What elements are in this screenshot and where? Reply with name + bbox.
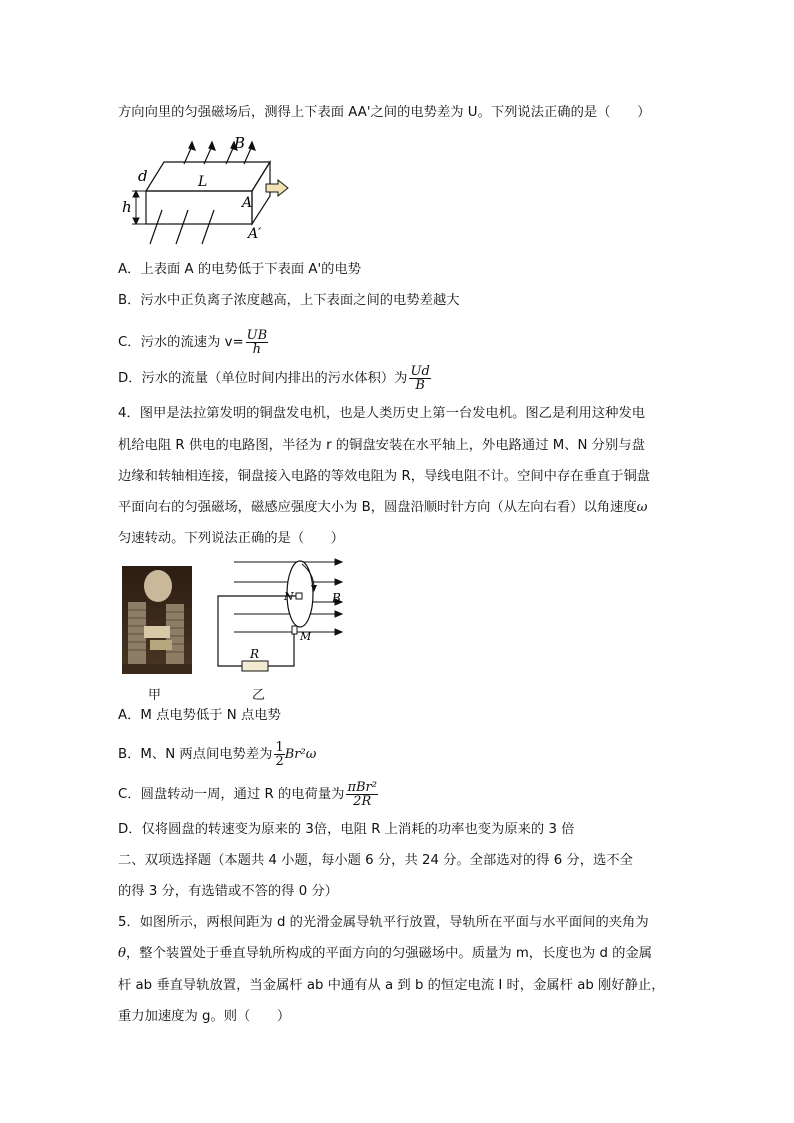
caption-jia: 甲 — [148, 688, 162, 703]
q3-option-c-fraction — [246, 329, 269, 356]
q4-option-d: D．仅将圆盘的转速变为原来的 3倍，电阻 R 上消耗的功率也变为原来的 3 倍 — [118, 822, 575, 837]
q4-stem-line-4 — [118, 498, 647, 518]
q4-stem-line-2: 机给电阻 R 供电的电路图，半径为 r 的铜盘安装在水平轴上，外电路通过 M、N 分别与盘 — [118, 438, 645, 453]
fraction-numerator: UB — [246, 327, 268, 343]
label-A-prime: A′ — [248, 226, 262, 242]
section2-line-1: 二、双项选择题（本题共 4 小题，每小题 6 分，共 24 分。全部选对的得 6 分，选不全 — [118, 853, 633, 868]
label-R: R — [250, 647, 260, 661]
q4-option-b-text: B．M、N 两点间电势差为 — [118, 747, 273, 762]
q5-line-4: 重力加速度为 g。则（ ） — [118, 1009, 291, 1024]
q4-option-c-fraction — [346, 781, 378, 808]
q4-stem-line-1: 4．图甲是法拉第发明的铜盘发电机，也是人类历史上第一台发电机。图乙是利用这种发电 — [118, 406, 646, 421]
label-field-B: B — [332, 591, 341, 605]
q5-line-3: 杆 ab 垂直导轨放置，当金属杆 ab 中通有从 a 到 b 的恒定电流 I 时，金属杆 ab 刚好静止， — [118, 978, 665, 993]
label-d: d — [138, 167, 148, 185]
label-h: h — [122, 198, 132, 216]
q4-option-c-text: C．圆盘转动一周，通过 R 的电荷量为 — [118, 787, 345, 802]
label-L: L — [198, 174, 208, 190]
q3-option-b: B．污水中正负离子浓度越高，上下表面之间的电势差越大 — [118, 293, 460, 308]
q5-line-2 — [118, 944, 652, 964]
q3-option-c-text: C．污水的流速为 v= — [118, 335, 244, 350]
fraction-numerator: Ud — [410, 363, 430, 379]
q3-option-d-fraction — [409, 365, 430, 392]
fraction-numerator: πBr² — [347, 779, 377, 795]
fraction-numerator: 1 — [275, 739, 284, 755]
fraction-denominator: h — [252, 341, 262, 357]
q3-option-d — [118, 362, 431, 396]
fraction-denominator: 2 — [275, 753, 284, 769]
q4-option-b-fraction — [274, 741, 284, 768]
q3-stem-tail: 方向向里的匀强磁场后，测得上下表面 AA'之间的电势差为 U。下列说法正确的是（ ） — [118, 105, 651, 120]
q5-line-2-text: ，整个装置处于垂直导轨所构成的平面方向的匀强磁场中。质量为 m，长度也为 d 的金属 — [126, 946, 653, 961]
q4-option-a: A．M 点电势低于 N 点电势 — [118, 708, 281, 723]
section2-line-2: 的得 3 分，有选错或不答的得 0 分） — [118, 884, 338, 899]
q3-option-d-text: D．污水的流量（单位时间内排出的污水体积）为 — [118, 371, 408, 386]
fraction-denominator: B — [415, 377, 425, 393]
caption-yi: 乙 — [252, 688, 266, 703]
q5-line-1: 5．如图所示，两根间距为 d 的光滑金属导轨平行放置，导轨所在平面与水平面间的夹角为 — [118, 915, 649, 930]
disk-generator-circuit — [210, 552, 350, 674]
q4-option-c — [118, 778, 378, 812]
q4-option-b-expression: Br²ω — [284, 747, 317, 762]
label-M: M — [300, 630, 312, 643]
q4-stem-line-4-text: 平面向右的匀强磁场，磁感应强度大小为 B，圆盘沿顺时针方向（从左向右看）以角速度 — [118, 500, 637, 515]
label-B: B — [234, 134, 246, 152]
faraday-disk-photo — [122, 566, 192, 674]
label-N: N — [284, 590, 294, 603]
omega-symbol: ω — [636, 500, 648, 515]
q3-option-c — [118, 326, 268, 360]
q4-option-b — [118, 738, 316, 772]
fraction-denominator: 2R — [353, 793, 372, 809]
q4-stem-line-3: 边缘和转轴相连接，铜盘接入电路的等效电阻为 R，导线电阻不计。空间中存在垂直于铜盘 — [118, 469, 651, 484]
label-A: A — [242, 195, 253, 211]
q3-option-a: A．上表面 A 的电势低于下表面 A'的电势 — [118, 262, 362, 277]
q4-stem-line-5: 匀速转动。下列说法正确的是（ ） — [118, 531, 345, 546]
theta-symbol: θ — [118, 946, 127, 961]
flow-meter-figure — [118, 134, 298, 246]
